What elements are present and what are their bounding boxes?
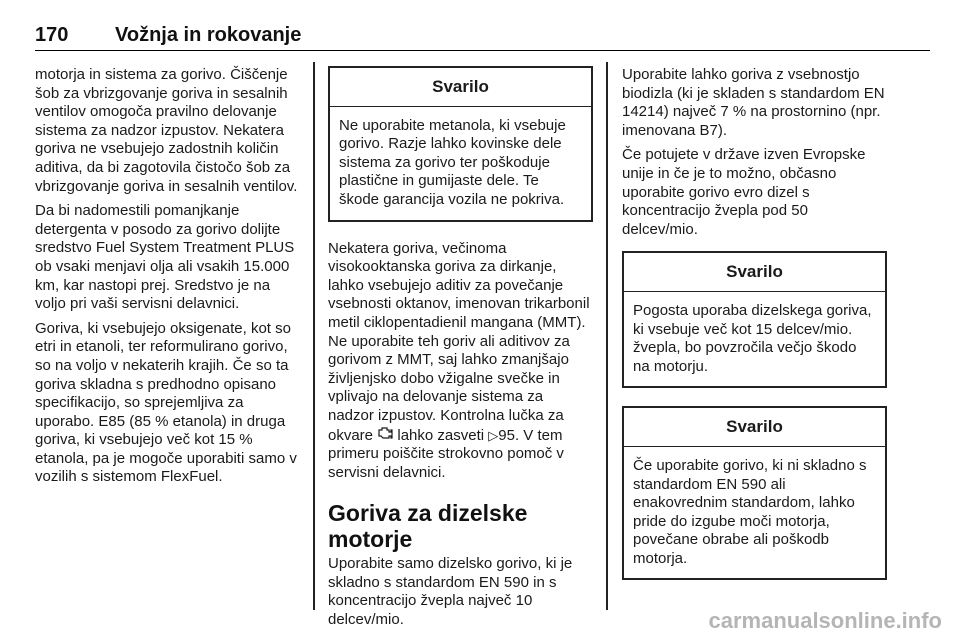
paragraph: Da bi nadomestili pomanjkanje detergenta v posodo za gorivo dolijte sredstvo Fuel System Treatment PLUS ob vsaki menjavi olja ali vsakih 15.000 km, kar nastopi prej. Sredstvo je na voljo pri vaši servisni delavnici.: [35, 202, 295, 313]
warning-body: [330, 107, 591, 220]
warning-title: Svarilo: [624, 253, 885, 292]
page-title: Vožnja in rokovanje: [115, 24, 302, 46]
column-divider-2: [606, 62, 608, 610]
column-1: [35, 66, 300, 493]
column-2: [328, 66, 593, 636]
cross-reference-page[interactable]: 95: [498, 426, 515, 444]
column-3: [622, 66, 887, 598]
page-number: 170: [35, 24, 69, 46]
paragraph: Če potujete v države izven Evropske unije in če je to možno, občasno uporabite gorivo evro dizel s koncentracijo žvepla pod 50 delcev/mio.: [622, 146, 866, 238]
page-header: [35, 22, 930, 51]
warning-body: [624, 292, 885, 386]
watermark: carmanualsonline.info: [708, 608, 942, 633]
paragraph-mmt: [328, 240, 593, 483]
paragraph: Goriva, ki vsebujejo oksigenate, kot so etri in etanoli, ter reformulirano gorivo, so na voljo v nekaterih krajih. Če so ta goriva skladna s predhodno opisano specifikacijo, so sprejemljiva za uporabo. E85 (85 % etanola) in druga goriva, ki vsebujejo več kot 15 % etanola, pa je mogoče uporabiti samo v vozilih s sistemom FlexFuel.: [35, 319, 297, 486]
paragraph: Uporabite samo dizelsko gorivo, ki je skladno s standardom EN 590 in s koncentracijo žvepla največ 10 delcev/mio.: [328, 555, 573, 629]
warning-title: Svarilo: [624, 408, 885, 447]
warning-text: Pogosta uporaba dizelskega goriva, ki vsebuje več kot 15 delcev/mio. žvepla, bo povzročila večjo škodo na motorju.: [633, 301, 872, 375]
warning-text: Ne uporabite metanola, ki vsebuje gorivo. Razje lahko kovinske dele sistema za gorivo ter poškoduje plastične in gumijaste dele. Te škode garancija vozila ne pokriva.: [339, 116, 566, 208]
engine-check-icon: [377, 426, 393, 445]
warning-text: Če uporabite gorivo, ki ni skladno s standardom EN 590 ali enakovrednim standardom, lahko pride do izgube moči motorja, povečane obrabe ali poškodb motorja.: [633, 456, 867, 567]
section-heading: Goriva za dizelske motorje: [328, 500, 528, 553]
paragraph: Uporabite lahko goriva z vsebnostjo biodizla (ki je skladen s standardom EN 14214) največ 7 % na prostornino (npr. imenovana B7).: [622, 66, 885, 139]
column-divider-1: [313, 62, 315, 610]
text-span: . V tem primeru poiščite strokovno pomoč v servisni delavnici.: [328, 426, 564, 481]
text-span: lahko zasveti: [397, 426, 485, 444]
warning-box: [622, 406, 887, 580]
paragraph: motorja in sistema za gorivo. Čiščenje šob za vbrizgovanje goriva in sesalnih ventilov omogoča pravilno delovanje sistema za nadzor izpustov. Nekatera goriva ne vsebujejo zadostnih količin aditiva, da bi zagotovila čistočo šob za vbrizgovanje goriva in sesalnih ventilov.: [35, 66, 298, 195]
warning-box: [328, 66, 593, 222]
warning-body: [624, 447, 885, 579]
warning-box: [622, 251, 887, 388]
triangle-arrow-icon: ▷: [488, 427, 499, 443]
warning-title: Svarilo: [330, 68, 591, 107]
text-span: Nekatera goriva, večinoma visokooktanska goriva za dirkanje, lahko vsebujejo aditiv za povečanje vsebnosti oktanov, imenovan trikarbonil metil ciklopentadienil mangana (MMT). Ne uporabite teh goriv ali aditivov za gorivom z MMT, saj lahko zmanjšajo življenjsko dobo vžigalne svečke in vplivajo na delovanje sistema za nadzor izpustov. Kontrolna lučka za okvare: [328, 239, 590, 444]
